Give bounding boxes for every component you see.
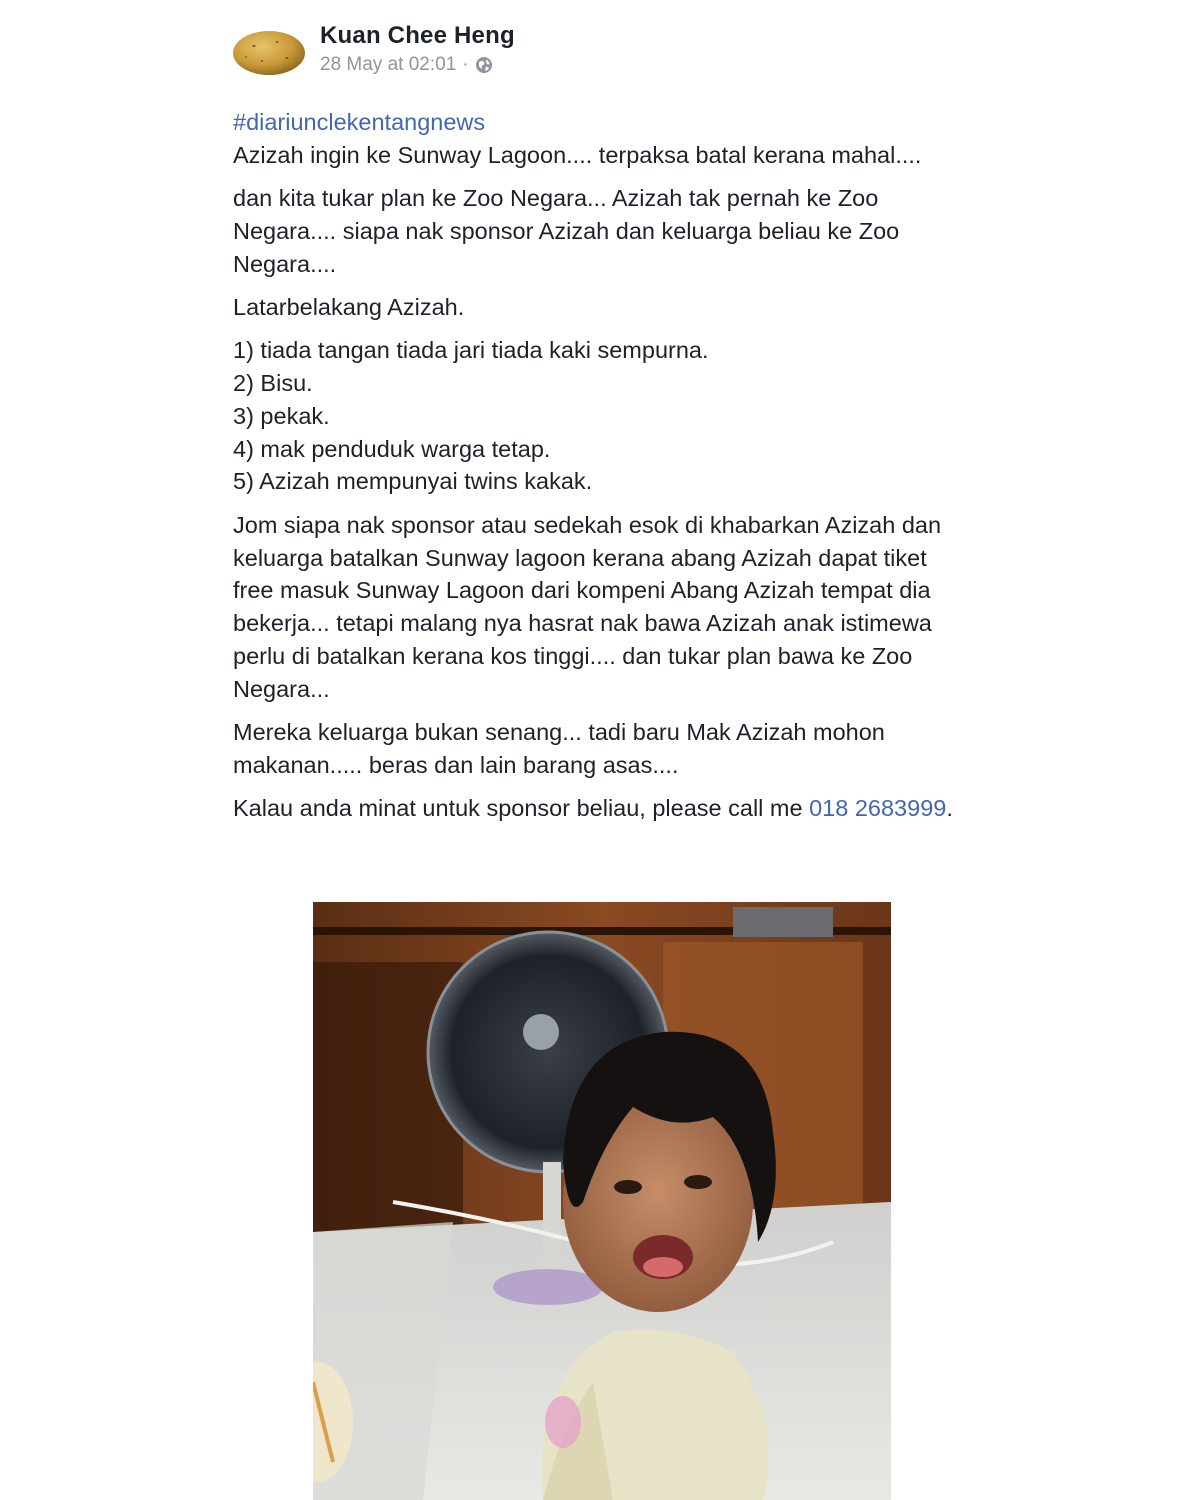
post-meta <box>320 54 493 76</box>
list-item: 3) pekak. <box>233 402 330 429</box>
paragraph-3: Latarbelakang Azizah. <box>233 293 465 320</box>
call-text-end: . <box>946 795 953 822</box>
post-header <box>232 22 972 82</box>
paragraph-5: Mereka keluarga bukan senang... tadi baru Mak Azizah mohon makanan..... beras dan lain barang asas.... <box>233 719 885 778</box>
hashtag-link[interactable]: #diariunclekentangnews <box>233 109 486 135</box>
list-item: 1) tiada tangan tiada jari tiada kaki sempurna. <box>233 337 709 364</box>
potato-avatar-icon[interactable] <box>232 30 306 76</box>
author-name[interactable]: Kuan Chee Heng <box>320 22 515 49</box>
globe-icon[interactable] <box>475 56 493 74</box>
meta-separator: · <box>462 54 469 75</box>
paragraph-4: Jom siapa nak sponsor atau sedekah esok di khabarkan Azizah dan keluarga batalkan Sunway lagoon kerana abang Azizah dapat tiket free masuk Sunway Lagoon dari kompeni Abang Azizah tempat dia bekerja... tetapi malang nya hasrat nak bawa Azizah anak istimewa perlu di batalkan kerana kos tinggi.... dan tukar plan bawa ke Zoo Negara... <box>233 511 942 702</box>
call-text: Kalau anda minat untuk sponsor beliau, please call me <box>233 795 810 822</box>
list-item: 2) Bisu. <box>233 370 313 397</box>
phone-number-link[interactable]: 018 2683999 <box>809 795 947 822</box>
list-item: 4) mak penduduk warga tetap. <box>233 435 551 462</box>
post-body <box>233 106 973 835</box>
post-photo[interactable] <box>313 902 891 1500</box>
paragraph-2: dan kita tukar plan ke Zoo Negara... Azizah tak pernah ke Zoo Negara.... siapa nak sponsor Azizah dan keluarga beliau ke Zoo Negara.... <box>233 185 900 277</box>
paragraph-1: Azizah ingin ke Sunway Lagoon.... terpaksa batal kerana mahal.... <box>233 141 922 168</box>
facebook-post <box>218 0 988 1500</box>
background-list <box>233 334 973 498</box>
paragraph-6 <box>233 792 973 825</box>
list-item: 5) Azizah mempunyai twins kakak. <box>233 468 593 495</box>
post-timestamp[interactable]: 28 May at 02:01 <box>320 54 457 75</box>
